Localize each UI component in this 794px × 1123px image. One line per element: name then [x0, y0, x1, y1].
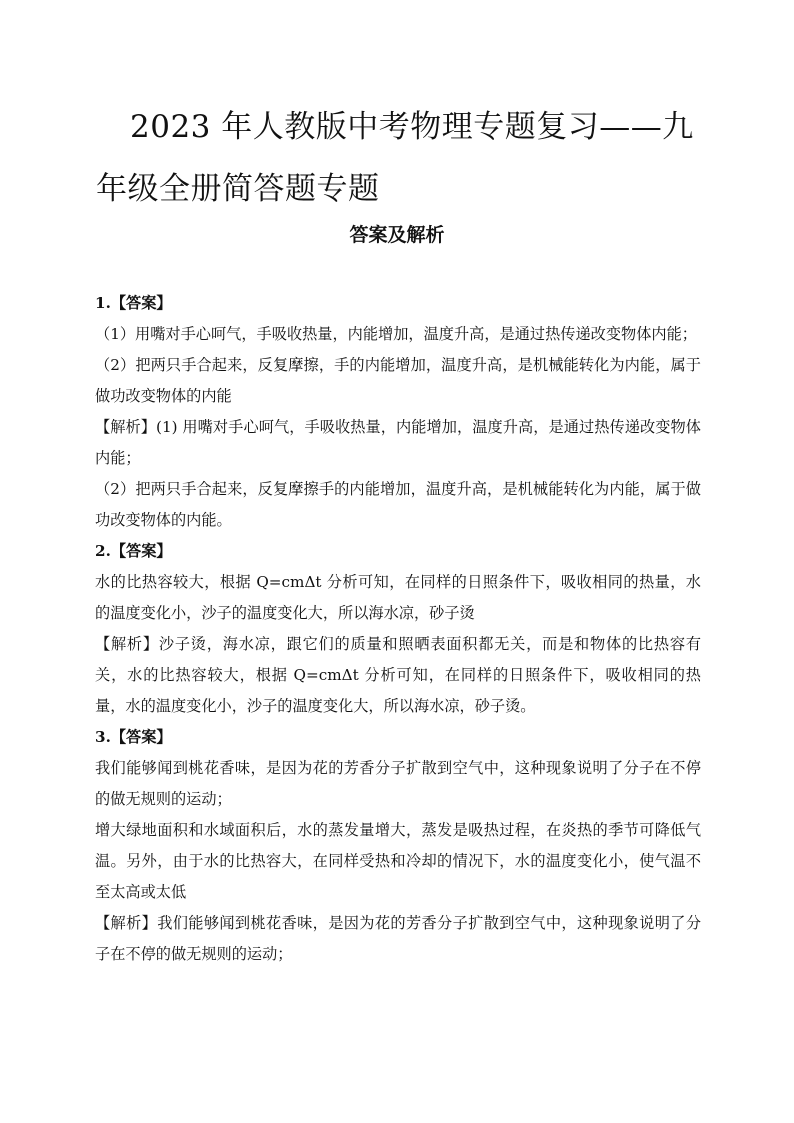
- document-subtitle: 答案及解析: [349, 224, 445, 246]
- title-line-1: 2023 年人教版中考物理专题复习——九: [130, 109, 694, 145]
- question-3-heading: 3.【答案】: [95, 728, 172, 746]
- question-1-answer-part-1: （1）用嘴对手心呵气，手吸收热量，内能增加，温度升高，是通过热传递改变物体内能；: [95, 325, 697, 343]
- question-2-analysis: 【解析】沙子烫，海水凉，跟它们的质量和照晒表面积都无关，而是和物体的比热容有关，水的比热容较大，根据 Q=cmΔt 分析可知，在同样的日照条件下，吸收相同的热量，水的温度变化小，沙子的温度变化大，所以海水凉，砂子烫。: [95, 635, 701, 715]
- question-1-analysis-part-2: （2）把两只手合起来，反复摩擦手的内能增加，温度升高，是机械能转化为内能，属于做功改变物体的内能。: [95, 480, 701, 529]
- question-3-analysis: 【解析】我们能够闻到桃花香味，是因为花的芳香分子扩散到空气中，这种现象说明了分子在不停的做无规则的运动；: [95, 914, 701, 963]
- document-title: [96, 96, 706, 220]
- answer-content: [95, 288, 701, 970]
- question-2-heading: 2.【答案】: [95, 542, 172, 560]
- question-1-analysis-part-1: 【解析】(1) 用嘴对手心呵气，手吸收热量，内能增加，温度升高，是通过热传递改变物体内能；: [95, 418, 701, 467]
- question-1-answer-part-2: （2）把两只手合起来，反复摩擦，手的内能增加，温度升高，是机械能转化为内能，属于做功改变物体的内能: [95, 356, 701, 405]
- question-3-answer-part-2: 增大绿地面积和水域面积后，水的蒸发量增大，蒸发是吸热过程，在炎热的季节可降低气温。另外，由于水的比热容大，在同样受热和冷却的情况下，水的温度变化小，使气温不至太高或太低: [95, 821, 701, 901]
- question-1-heading: 1.【答案】: [95, 294, 172, 312]
- title-line-2: 年级全册简答题专题: [96, 171, 380, 207]
- question-3-answer-part-1: 我们能够闻到桃花香味，是因为花的芳香分子扩散到空气中，这种现象说明了分子在不停的做无规则的运动；: [95, 759, 701, 808]
- question-2-answer: 水的比热容较大，根据 Q=cmΔt 分析可知，在同样的日照条件下，吸收相同的热量，水的温度变化小，沙子的温度变化大，所以海水凉，砂子烫: [95, 573, 701, 622]
